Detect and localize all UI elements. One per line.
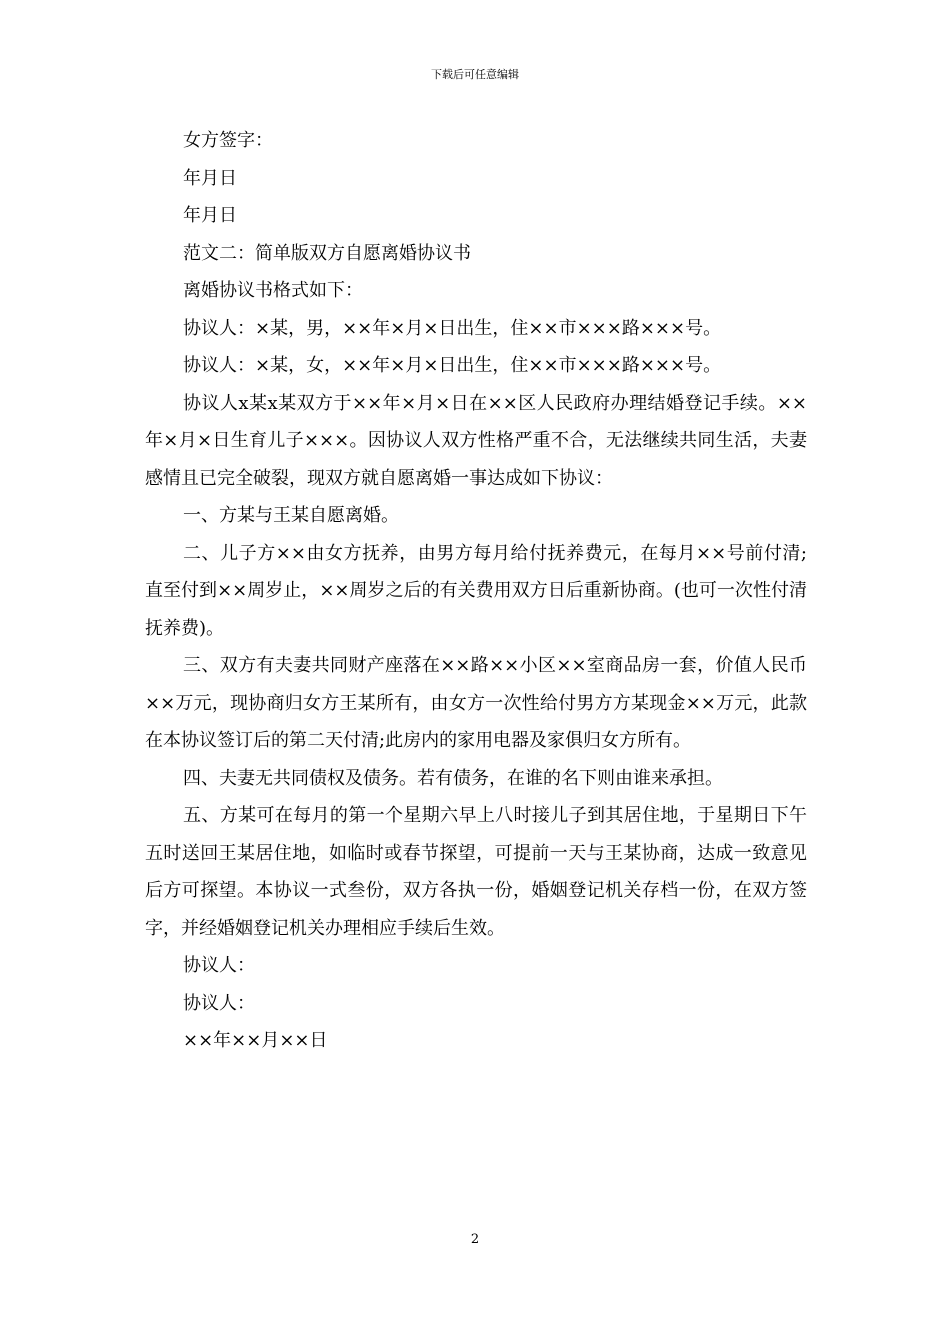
paragraph-signatory-2: 协议人： — [183, 992, 255, 1014]
paragraph-clause-2: 二、儿子方××由女方抚养，由男方每月给付抚养费元，在每月××号前付清;直至付到××周岁止，××周岁之后的有关费用双方日后重新协商。(也可一次性付清抚养费)。 — [145, 542, 807, 639]
document-body — [145, 122, 807, 1060]
paragraph-signatory-1: 协议人： — [183, 955, 255, 976]
section-title: 范文二：简单版双方自愿离婚协议书 — [183, 242, 471, 264]
paragraph-background: 协议人x某x某双方于××年×月×日在××区人民政府办理结婚登记手续。××年×月×日生育儿子×××。因协议人双方性格严重不合，无法继续共同生活，夫妻感情且已完全破裂，现双方就自愿离婚一事达成如下协议： — [145, 392, 807, 489]
paragraph-clause-1: 一、方某与王某自愿离婚。 — [183, 505, 399, 526]
page-number: 2 — [470, 1232, 480, 1247]
paragraph-date-1: 年月日 — [183, 167, 237, 189]
paragraph-female-signature: 女方签字： — [183, 130, 273, 151]
paragraph-party-2: 协议人：×某，女，××年×月×日出生，住××市×××路×××号。 — [183, 355, 722, 376]
paragraph-clause-5: 五、方某可在每月的第一个星期六早上八时接儿子到其居住地，于星期日下午五时送回王某居住地，如临时或春节探望，可提前一天与王某协商，达成一致意见后方可探望。本协议一式叁份，双方各执一份，婚姻登记机关存档一份，在双方签字，并经婚姻登记机关办理相应手续后生效。 — [145, 805, 807, 939]
paragraph-signing-date: ××年××月××日 — [183, 1030, 328, 1051]
paragraph-date-2: 年月日 — [183, 205, 237, 226]
paragraph-party-1: 协议人：×某，男，××年×月×日出生，住××市×××路×××号。 — [183, 317, 722, 339]
paragraph-clause-4: 四、夫妻无共同债权及债务。若有债务，在谁的名下则由谁来承担。 — [183, 767, 723, 789]
paragraph-clause-3: 三、双方有夫妻共同财产座落在××路××小区××室商品房一套，价值人民币××万元，现协商归女方王某所有，由女方一次性给付男方方某现金××万元，此款在本协议签订后的第二天付清;此房内的家用电器及家俱归女方所有。 — [145, 655, 807, 751]
paragraph-format-intro: 离婚协议书格式如下： — [183, 280, 363, 301]
page-header: 下载后可任意编辑 — [431, 68, 519, 81]
